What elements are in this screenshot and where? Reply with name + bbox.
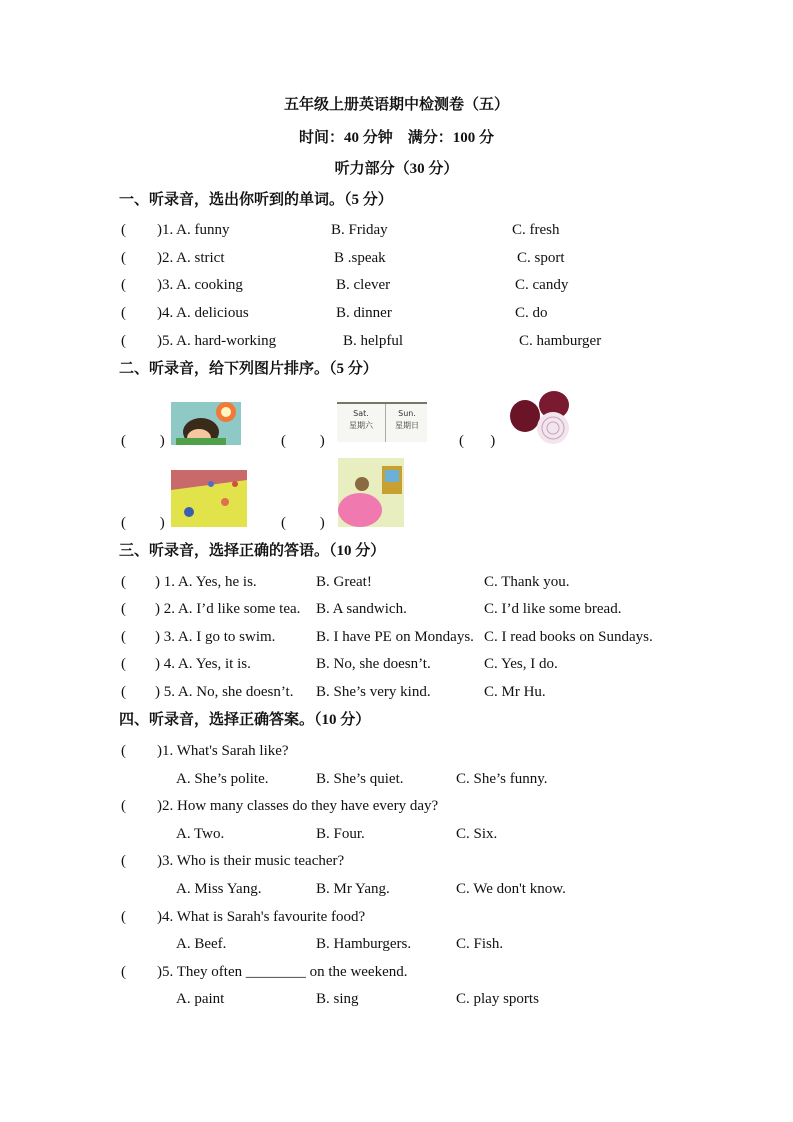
exam-title: 五年级上册英语期中检测卷（五） <box>283 97 509 113</box>
option-c: C. hamburger <box>519 333 602 349</box>
question-option-a: ) 5. A. No, she doesn’t. <box>155 684 294 700</box>
picture-weekend-calendar <box>337 402 427 442</box>
answer-blank[interactable]: ( <box>121 908 126 925</box>
answer-blank[interactable]: ( <box>121 656 126 672</box>
option-b: B. helpful <box>343 333 403 349</box>
option-b: B. Four. <box>316 825 365 842</box>
question-option-a: ) 3. A. I go to swim. <box>155 629 276 645</box>
option-a: A. Beef. <box>176 936 227 953</box>
answer-blank[interactable]: ( <box>121 798 126 815</box>
option-b: B. She’s quiet. <box>316 770 404 787</box>
option-b: B. Mr Yang. <box>316 880 390 897</box>
answer-blank[interactable]: ( ) <box>459 433 496 449</box>
exam-subtitle: 时间：40 分钟 满分：100 分 <box>298 130 494 146</box>
picture-onions <box>508 390 573 446</box>
option-c: C. sport <box>517 250 565 266</box>
option-a: A. paint <box>176 991 225 1008</box>
picture-playground <box>171 470 247 527</box>
question-text: )4. What is Sarah's favourite food? <box>157 908 366 925</box>
option-c: C. Yes, I do. <box>484 656 558 672</box>
calendar-sun: Sun. <box>398 409 416 418</box>
question-option-a: )2. A. strict <box>157 250 225 266</box>
question-text: )2. How many classes do they have every day? <box>157 798 439 815</box>
answer-blank[interactable]: ( ) <box>281 515 325 531</box>
answer-blank[interactable]: ( <box>121 277 126 293</box>
option-c: C. play sports <box>456 991 539 1008</box>
section3-heading: 三、听录音，选择正确的答语。（10 分） <box>119 543 386 559</box>
answer-blank[interactable]: ( ) <box>121 433 165 449</box>
section4-heading: 四、听录音，选择正确答案。（10 分） <box>119 712 371 728</box>
option-c: C. We don't know. <box>456 880 566 897</box>
option-c: C. fresh <box>512 222 560 238</box>
part-title: 听力部分（30 分） <box>334 161 459 177</box>
option-b: B. She’s very kind. <box>316 684 431 700</box>
option-c: C. Mr Hu. <box>484 684 546 700</box>
option-b: B. Friday <box>331 222 388 238</box>
question-option-a: )5. A. hard-working <box>157 333 277 349</box>
question-option-a: ) 4. A. Yes, it is. <box>155 656 251 672</box>
option-a: A. She’s polite. <box>176 770 269 787</box>
answer-blank[interactable]: ( <box>121 853 126 870</box>
answer-blank[interactable]: ( <box>121 333 126 349</box>
option-b: B. A sandwich. <box>316 601 407 617</box>
picture-watching-tv <box>338 458 404 527</box>
picture-boy-idea <box>171 402 241 445</box>
answer-blank[interactable]: ( <box>121 222 126 238</box>
option-a: A. Miss Yang. <box>176 880 262 897</box>
question-option-a: ) 1. A. Yes, he is. <box>155 574 257 590</box>
answer-blank[interactable]: ( <box>121 250 126 266</box>
question-option-a: )4. A. delicious <box>157 305 249 321</box>
question-text: )5. They often ________ on the weekend. <box>157 963 408 980</box>
option-b: B. No, she doesn’t. <box>316 656 431 672</box>
option-b: B. sing <box>316 991 359 1008</box>
answer-blank[interactable]: ( <box>121 629 126 645</box>
question-option-a: )1. A. funny <box>157 222 230 238</box>
option-c: C. I read books on Sundays. <box>484 629 653 645</box>
section2-heading: 二、听录音，给下列图片排序。（5 分） <box>119 361 378 377</box>
option-b: B. clever <box>336 277 391 293</box>
calendar-sat: Sat. <box>353 409 369 418</box>
option-c: C. Six. <box>456 825 498 842</box>
question-text: )1. What's Sarah like? <box>157 743 289 759</box>
answer-blank[interactable]: ( <box>121 601 126 617</box>
question-option-a: )3. A. cooking <box>157 277 243 293</box>
option-c: C. candy <box>515 277 569 293</box>
answer-blank[interactable]: ( ) <box>281 433 325 449</box>
answer-blank[interactable]: ( <box>121 963 126 980</box>
option-c: C. I’d like some bread. <box>484 601 622 617</box>
option-b: B. Great! <box>316 574 372 590</box>
option-b: B. I have PE on Mondays. <box>316 629 474 645</box>
option-b: B .speak <box>334 250 386 266</box>
question-option-a: ) 2. A. I’d like some tea. <box>155 601 301 617</box>
section1-heading: 一、听录音，选出你听到的单词。（5 分） <box>119 192 393 208</box>
answer-blank[interactable]: ( <box>121 684 126 700</box>
answer-blank[interactable]: ( <box>121 305 126 321</box>
question-text: )3. Who is their music teacher? <box>157 853 345 870</box>
option-a: A. Two. <box>176 825 225 842</box>
option-b: B. dinner <box>336 305 392 321</box>
answer-blank[interactable]: ( ) <box>121 515 165 531</box>
answer-blank[interactable]: ( <box>121 743 126 759</box>
option-c: C. do <box>515 305 548 321</box>
option-b: B. Hamburgers. <box>316 936 412 953</box>
option-c: C. She’s funny. <box>456 770 548 787</box>
option-c: C. Thank you. <box>484 574 570 590</box>
option-c: C. Fish. <box>456 936 504 953</box>
calendar-sun-cn: 星期日 <box>395 421 419 430</box>
calendar-sat-cn: 星期六 <box>349 421 373 430</box>
answer-blank[interactable]: ( <box>121 574 126 590</box>
